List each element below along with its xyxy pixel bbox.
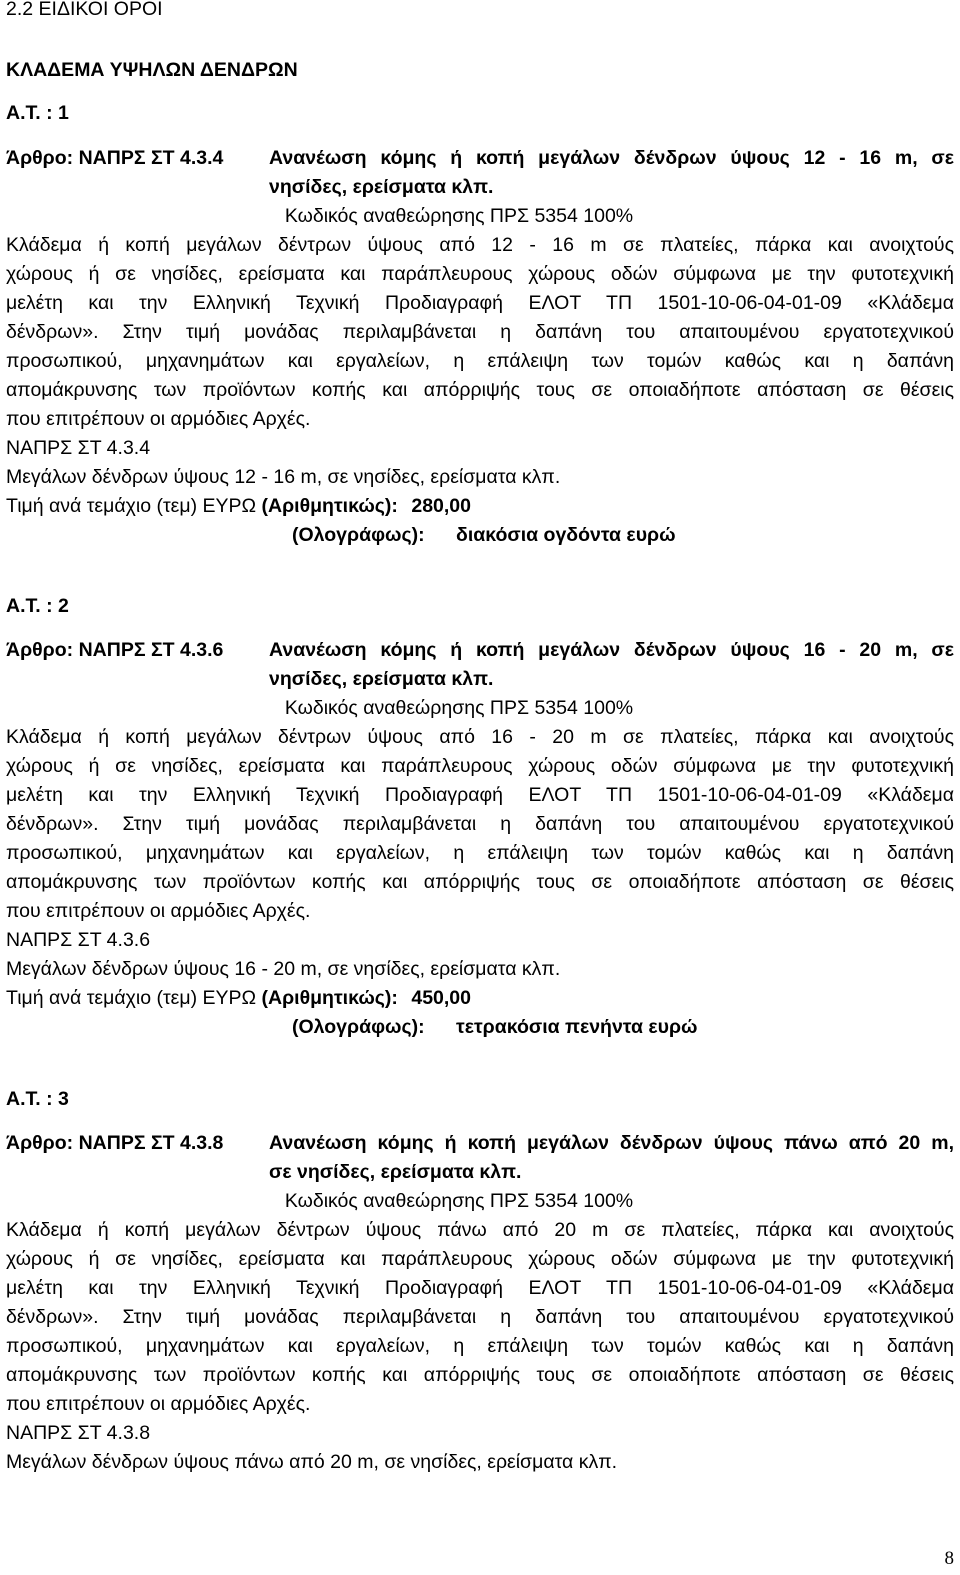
article-title-line-2: νησίδες, ερείσματα κλπ. [269,176,494,198]
revision-code: Κωδικός αναθεώρησης ΠΡΣ 5354 100% [284,205,634,227]
article-title-line-2: σε νησίδες, ερείσματα κλπ. [269,1161,522,1183]
section-heading: 2.2 ΕΙΔΙΚΟΙ ΟΡΟΙ [6,0,163,20]
body-line: προσωπικού, μηχανημάτων και εργαλείων, η επάλειψη των τομών καθώς και η δαπάνη [6,1335,954,1357]
item-description: Μεγάλων δένδρων ύψους 12 - 16 m, σε νησίδες, ερείσματα κλπ. [6,466,561,488]
body-line: προσωπικού, μηχανημάτων και εργαλείων, η επάλειψη των τομών καθώς και η δαπάνη [6,350,954,372]
article-title-line-1: Ανανέωση κόμης ή κοπή μεγάλων δένδρων ύψους 12 - 16 m, σε [269,147,954,169]
chapter-title: ΚΛΑΔΕΜΑ ΥΨΗΛΩΝ ΔΕΝΔΡΩΝ [6,59,298,81]
body-line: που επιτρέπουν οι αρμόδιες Αρχές. [6,1393,311,1415]
reference-code: ΝΑΠΡΣ ΣΤ 4.3.8 [6,1422,151,1444]
article-title-line-1: Ανανέωση κόμης ή κοπή μεγάλων δένδρων ύψους πάνω από 20 m, [269,1132,954,1154]
article-code: Άρθρο: ΝΑΠΡΣ ΣΤ 4.3.6 [6,639,224,661]
article-code: Άρθρο: ΝΑΠΡΣ ΣΤ 4.3.4 [6,147,224,169]
reference-code: ΝΑΠΡΣ ΣΤ 4.3.4 [6,437,151,459]
article-number: Α.Τ. : 1 [6,102,69,124]
body-line: απομάκρυνσης των προϊόντων κοπής και απόρριψής τους σε οποιαδήποτε απόσταση σε θέσεις [6,871,954,893]
revision-code: Κωδικός αναθεώρησης ΠΡΣ 5354 100% [284,1190,634,1212]
body-line: δένδρων». Στην τιμή μονάδας περιλαμβάνεται η δαπάνη του απαιτουμένου εργατοτεχνικού [6,813,954,835]
article-number: Α.Τ. : 2 [6,595,69,617]
body-line: Κλάδεμα ή κοπή μεγάλων δέντρων ύψους πάνω από 20 m σε πλατείες, πάρκα και ανοιχτούς [6,1219,954,1241]
price-numeric-label: (Αριθμητικώς): [261,987,398,1009]
price-words-value: τετρακόσια πενήντα ευρώ [456,1016,698,1038]
revision-code: Κωδικός αναθεώρησης ΠΡΣ 5354 100% [284,697,634,719]
article-title-line-1: Ανανέωση κόμης ή κοπή μεγάλων δένδρων ύψους 16 - 20 m, σε [269,639,954,661]
body-line: Κλάδεμα ή κοπή μεγάλων δέντρων ύψους από 16 - 20 m σε πλατείες, πάρκα και ανοιχτούς [6,726,954,748]
article-title-line-2: νησίδες, ερείσματα κλπ. [269,668,494,690]
body-line: χώρους ή σε νησίδες, ερείσματα και παράπλευρους χώρους οδών σύμφωνα με την φυτοτεχνική [6,263,954,285]
page-number: 8 [944,1548,954,1569]
body-line: που επιτρέπουν οι αρμόδιες Αρχές. [6,900,311,922]
article-number: Α.Τ. : 3 [6,1088,69,1110]
body-line: Κλάδεμα ή κοπή μεγάλων δέντρων ύψους από 12 - 16 m σε πλατείες, πάρκα και ανοιχτούς [6,234,954,256]
body-line: μελέτη και την Ελληνική Τεχνική Προδιαγραφή ΕΛΟΤ ΤΠ 1501-10-06-04-01-09 «Κλάδεμα [6,1277,954,1299]
price-numeric-value: 450,00 [411,987,471,1009]
body-line: δένδρων». Στην τιμή μονάδας περιλαμβάνεται η δαπάνη του απαιτουμένου εργατοτεχνικού [6,1306,954,1328]
price-words-label: (Ολογράφως): [292,524,425,546]
body-line: χώρους ή σε νησίδες, ερείσματα και παράπλευρους χώρους οδών σύμφωνα με την φυτοτεχνική [6,755,954,777]
article-code: Άρθρο: ΝΑΠΡΣ ΣΤ 4.3.8 [6,1132,224,1154]
price-words-label: (Ολογράφως): [292,1016,425,1038]
price-numeric-label: (Αριθμητικώς): [261,495,398,517]
body-line: χώρους ή σε νησίδες, ερείσματα και παράπλευρους χώρους οδών σύμφωνα με την φυτοτεχνική [6,1248,954,1270]
body-line: μελέτη και την Ελληνική Τεχνική Προδιαγραφή ΕΛΟΤ ΤΠ 1501-10-06-04-01-09 «Κλάδεμα [6,784,954,806]
price-prefix: Τιμή ανά τεμάχιο (τεμ) ΕΥΡΩ [6,987,257,1009]
price-words-value: διακόσια ογδόντα ευρώ [456,524,676,546]
reference-code: ΝΑΠΡΣ ΣΤ 4.3.6 [6,929,151,951]
body-line: δένδρων». Στην τιμή μονάδας περιλαμβάνεται η δαπάνη του απαιτουμένου εργατοτεχνικού [6,321,954,343]
body-line: που επιτρέπουν οι αρμόδιες Αρχές. [6,408,311,430]
price-prefix: Τιμή ανά τεμάχιο (τεμ) ΕΥΡΩ [6,495,257,517]
item-description: Μεγάλων δένδρων ύψους 16 - 20 m, σε νησίδες, ερείσματα κλπ. [6,958,561,980]
price-numeric-line [6,492,954,521]
price-numeric-line [6,984,954,1013]
item-description: Μεγάλων δένδρων ύψους πάνω από 20 m, σε νησίδες, ερείσματα κλπ. [6,1451,618,1473]
body-line: απομάκρυνσης των προϊόντων κοπής και απόρριψής τους σε οποιαδήποτε απόσταση σε θέσεις [6,379,954,401]
price-numeric-value: 280,00 [411,495,471,517]
body-line: μελέτη και την Ελληνική Τεχνική Προδιαγραφή ΕΛΟΤ ΤΠ 1501-10-06-04-01-09 «Κλάδεμα [6,292,954,314]
body-line: απομάκρυνσης των προϊόντων κοπής και απόρριψής τους σε οποιαδήποτε απόσταση σε θέσεις [6,1364,954,1386]
body-line: προσωπικού, μηχανημάτων και εργαλείων, η επάλειψη των τομών καθώς και η δαπάνη [6,842,954,864]
